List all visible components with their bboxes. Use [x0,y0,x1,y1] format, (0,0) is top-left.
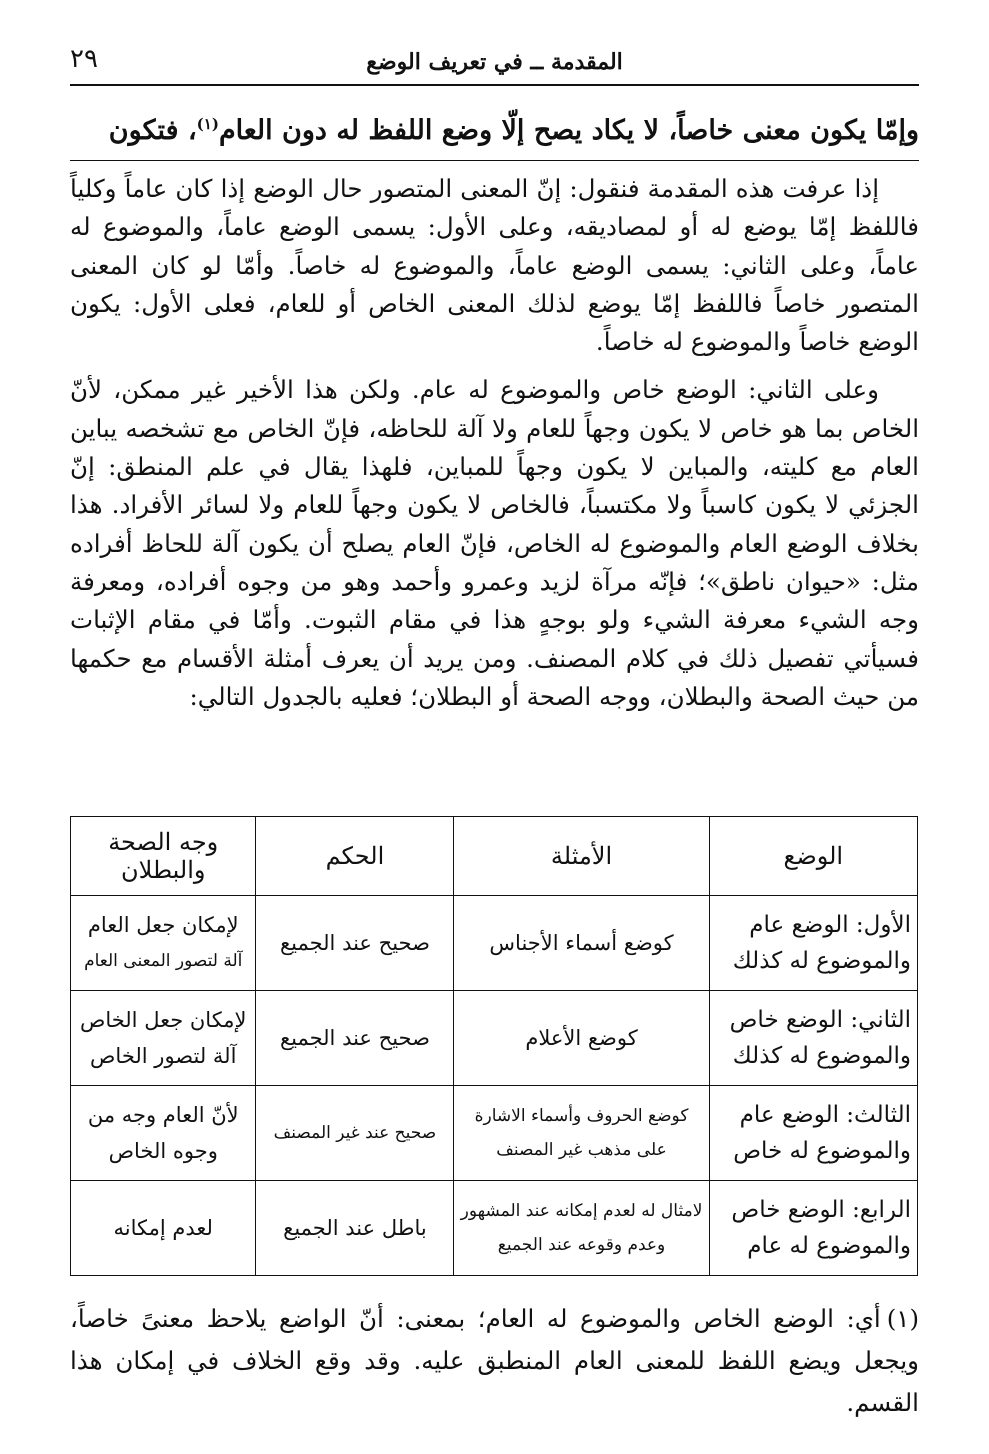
cell-line: والموضوع له خاص [733,1138,911,1164]
cell-ruling: صحيح عند الجميع [256,991,454,1086]
table-row [71,991,918,1086]
page-number: ٢٩ [70,44,98,74]
cell-ruling: صحيح عند غير المصنف [256,1086,454,1181]
base-text-after: ، فتكون [108,115,197,146]
cell-line: وجوه الخاص [108,1139,218,1163]
cell-line: والموضوع له كذلك [732,948,911,974]
cell-line: كوضع أسماء الأجناس [489,931,674,955]
cell-type [709,1086,917,1181]
footnote-text: أي: الوضع الخاص والموضوع له العام؛ بمعنى: أنّ الواضع يلاحظ معنىً خاصاً، ويجعل ويضع اللفظ للمعنى العام المنطبق عليه. وقد وقع الخلاف في إمكان هذا القسم. [70,1304,919,1417]
cell-line: لأنّ العام وجه من [87,1103,239,1127]
cell-line: كوضع الحروف وأسماء الاشارة [474,1106,689,1126]
table-row [71,896,918,991]
header-reason: وجه الصحة والبطلان [71,817,256,896]
cell-line: لإمكان جعل الخاص [79,1008,247,1032]
running-header [70,40,919,86]
header-type: الوضع [709,817,917,896]
cell-line: لعدم إمكانه [113,1216,213,1240]
cell-examples [454,896,709,991]
cell-line: الرابع: الوضع خاص [731,1197,911,1223]
cell-line: كوضع الأعلام [525,1026,638,1050]
table-row [71,1086,918,1181]
cell-type [709,991,917,1086]
footnote-number: (١) [886,1304,919,1333]
classification-table-wrapper [70,816,918,1276]
cell-line: على مذهب غير المصنف [496,1140,667,1160]
table-header-row [71,817,918,896]
cell-line: والموضوع له كذلك [732,1043,911,1069]
cell-examples [454,1086,709,1181]
base-text-before: وإمّا يكون معنى خاصاً، لا يكاد يصح إلّا وضع اللفظ له دون العام [218,115,919,146]
cell-line: الثالث: الوضع عام [739,1102,911,1128]
cell-type [709,896,917,991]
commentary-paragraph: وعلى الثاني: الوضع خاص والموضوع له عام. ولكن هذا الأخير غير ممكن، لأنّ الخاص بما هو خاص لا يكون وجهاً للعام ولا آلة للحاظه، فإنّ الخاص مع تشخصه يباين العام مع كليته، والمباين لا يكون وجهاً للمباين، فلهذا يقال في علم المنطق: إنّ الجزئي لا يكون كاسباً ولا مكتسباً، فالخاص لا يكون وجهاً للعام ولا لسائر الأفراد. هذا بخلاف الوضع العام والموضوع له الخاص، فإنّ العام يصلح أن يكون آلة للحاظ أفراده مثل: «حيوان ناطق»؛ فإنّه مرآة لزيد وعمرو وأحمد وهو من وجوه أفراده، ومعرفة وجه الشيء معرفة الشيء ولو بوجهٍ هذا في مقام الثبوت. وأمّا في مقام الإثبات فسيأتي تفصيل ذلك في كلام المصنف. ومن يريد أن يعرف أمثلة الأقسام مع حكمها من حيث الصحة والبطلان، ووجه الصحة أو البطلان؛ فعليه بالجدول التالي: [70,375,919,711]
header-ruling: الحكم [256,817,454,896]
table-row [71,1181,918,1276]
cell-examples [454,1181,709,1276]
cell-line: الأول: الوضع عام [749,912,911,938]
cell-line: والموضوع له عام [747,1233,911,1259]
cell-reason [71,1086,256,1181]
cell-reason [71,1181,256,1276]
cell-ruling: باطل عند الجميع [256,1181,454,1276]
cell-line: آلة لتصور المعنى العام [84,951,243,971]
cell-ruling: صحيح عند الجميع [256,896,454,991]
footnote [70,1298,919,1424]
cell-type [709,1181,917,1276]
running-title: المقدمة ــ في تعريف الوضع [366,49,623,75]
cell-line: الثاني: الوضع خاص [729,1007,911,1033]
footnote-marker: (١) [196,115,219,133]
cell-line: لامثال له لعدم إمكانه عند المشهور [460,1201,703,1221]
cell-reason [71,896,256,991]
commentary-paragraph: إذا عرفت هذه المقدمة فنقول: إنّ المعنى المتصور حال الوضع إذا كان عاماً وكلياً فاللفظ إمّا يوضع له أو لمصاديقه، وعلى الأول: يسمى الوضع عاماً، والموضوع له عاماً، وعلى الثاني: يسمى الوضع عاماً، والموضوع له خاصاً. وأمّا لو كان المعنى المتصور خاصاً فاللفظ إمّا يوضع لذلك المعنى الخاص أو للعام، فعلى الأول: يكون الوضع خاصاً والموضوع له خاصاً. [70,174,919,357]
cell-line: وعدم وقوعه عند الجميع [497,1235,666,1255]
cell-reason [71,991,256,1086]
commentary [70,170,919,726]
classification-table [70,816,918,1276]
base-text-divider [70,160,919,161]
base-text-line [70,96,919,159]
cell-line: آلة لتصور الخاص [90,1044,237,1068]
header-examples: الأمثلة [454,817,709,896]
cell-examples [454,991,709,1086]
cell-line: لإمكان جعل العام [87,913,239,937]
